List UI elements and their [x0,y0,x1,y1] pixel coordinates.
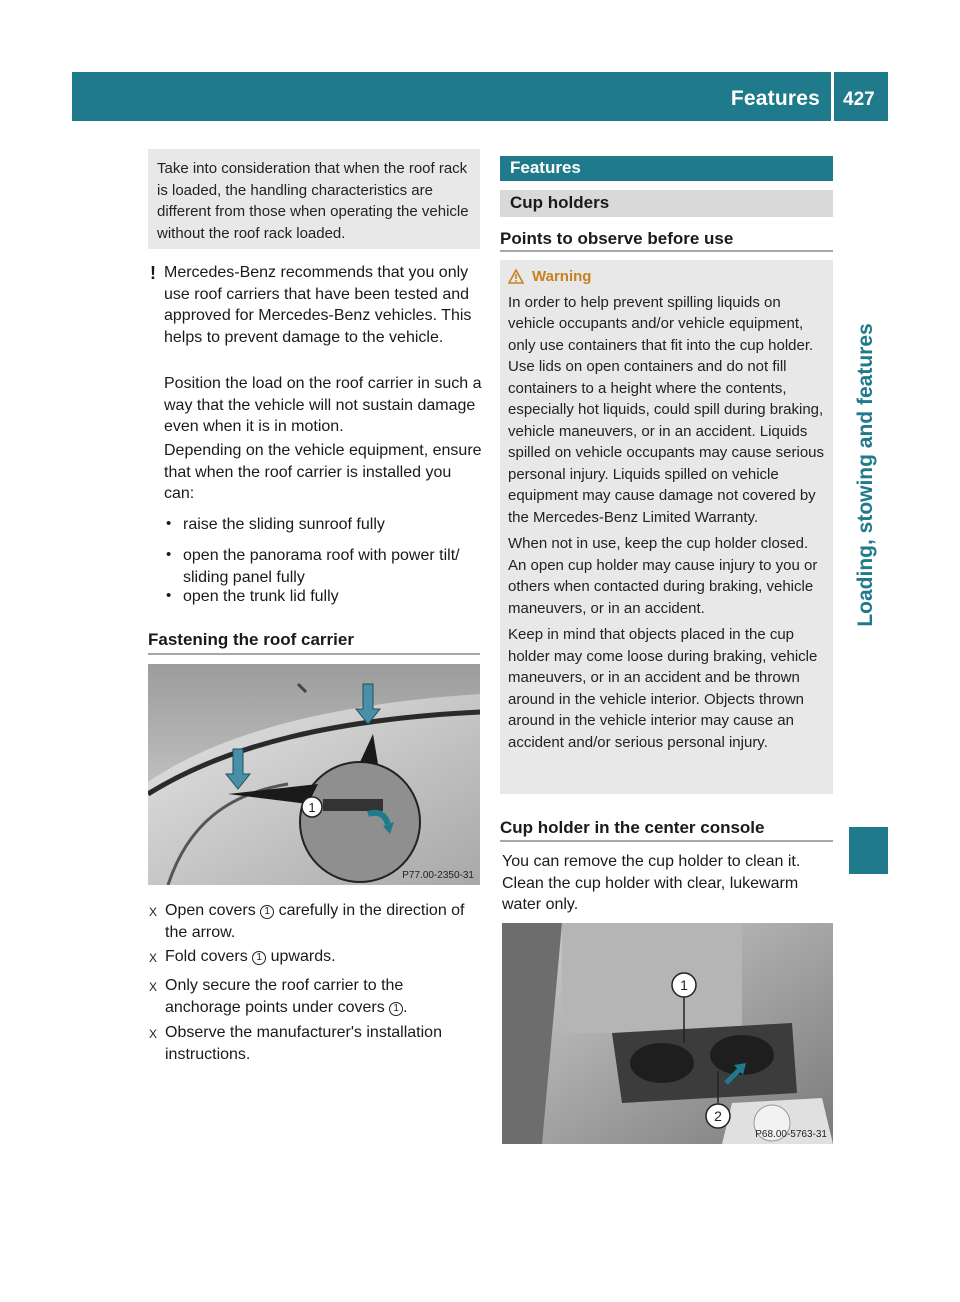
warning-box [500,260,833,794]
figure-code: P68.00-5763-31 [755,1129,827,1140]
bullet-item: open the panorama roof with power tilt/ sliding panel fully [183,547,460,586]
step-text: carefully in the direction of the arrow. [165,902,465,941]
section-heading: Fastening the roof carrier [148,630,354,649]
warning-paragraph-3: Keep in mind that objects placed in the cup holder may come loose during braking, vehicle maneuvers, or in an accident and be thrown around in the vehicle interior. Objects thrown around in the vehicle interior may cause an accident and/or serious personal injury. [508,626,818,751]
caution-paragraph-2: Position the load on the roof carrier in such a way that the vehicle will not sustain damage even when it is in motion. [164,375,482,435]
step-marker: X [149,980,158,994]
bullet-item: raise the sliding sunroof fully [183,516,385,533]
step-text: Open covers [165,902,256,919]
cup-holder-illustration [502,923,833,1144]
cup-holder-figure [502,923,833,1144]
caution-paragraph-3: Depending on the vehicle equipment, ensure that when the roof carrier is installed you can: [164,442,482,502]
cup-holder-body: You can remove the cup holder to clean it. Clean the cup holder with clear, lukewarm water only. [502,853,801,913]
cup-callout-1: 1 [680,977,688,993]
header-title: Features [730,87,820,110]
step-text: Fold covers [165,948,248,965]
step-marker: X [149,905,158,919]
warning-title: Warning [532,268,592,285]
step-2 [165,946,483,968]
callout-ref: 1 [389,1002,403,1016]
bullet-icon: • [166,515,172,532]
points-heading: Points to observe before use [500,229,734,248]
heading-rule [500,250,833,252]
step-1 [165,900,483,943]
step-marker: X [149,951,158,965]
warning-paragraph-1: In order to help prevent spilling liquids on vehicle occupants and/or vehicle equipment, only use containers that fit into the cup holder. Use lids on open containers and do not fill containers to a height where the contents, especially hot liquids, could spill during braking, vehicle maneuvers, or in an accident. Liquids spilled on vehicle occupants may cause serious personal injury. Liquids spilled on vehicle equipment may cause damage not covered by the Mercedes-Benz Limited Warranty. [508,293,825,526]
callout-ref: 1 [260,905,274,919]
bullet-icon: • [166,587,172,604]
heading-rule [500,840,833,842]
roof-illustration [148,664,480,885]
warning-header [508,266,825,288]
caution-icon: ! [150,263,156,283]
step-3 [165,975,483,1018]
cup-callout-2: 2 [714,1108,722,1124]
subsection-title-bar: Cup holders [500,190,833,217]
warning-triangle-icon [508,269,524,284]
caution-paragraph-1: Mercedes-Benz recommends that you only use roof carriers that have been tested and approved for Mercedes-Benz vehicles. This helps to prevent damage to the vehicle. [164,264,472,346]
note-box: Take into consideration that when the roof rack is loaded, the handling characteristics are different from those when operating the vehicle without the roof rack loaded. [148,149,480,249]
step-text: upwards. [270,948,336,965]
bullet-icon: • [166,546,172,563]
step-text: Only secure the roof carrier to the anchorage points under covers [165,977,404,1016]
heading-rule [148,653,480,655]
page-number: 427 [843,89,875,110]
cup-holder-heading: Cup holder in the center console [500,818,765,837]
callout-ref: 1 [252,951,266,965]
roof-callout-1: 1 [308,800,316,815]
section-title-bar: Features [500,156,833,181]
warning-paragraph-2: When not in use, keep the cup holder closed. An open cup holder may cause injury to you or others when contacted during braking, vehicle maneuvers, or in an accident. [508,535,818,617]
side-tab-label: Loading, stowing and features [854,323,877,627]
header-divider [831,72,834,121]
figure-code: P77.00-2350-31 [402,870,474,881]
step-marker: X [149,1027,158,1041]
bullet-item: open the trunk lid fully [183,588,339,605]
step-text: . [403,998,408,1016]
step-4: Observe the manufacturer's installation instructions. [165,1024,442,1063]
side-tab-block [849,827,888,874]
roof-carrier-figure [148,664,480,885]
